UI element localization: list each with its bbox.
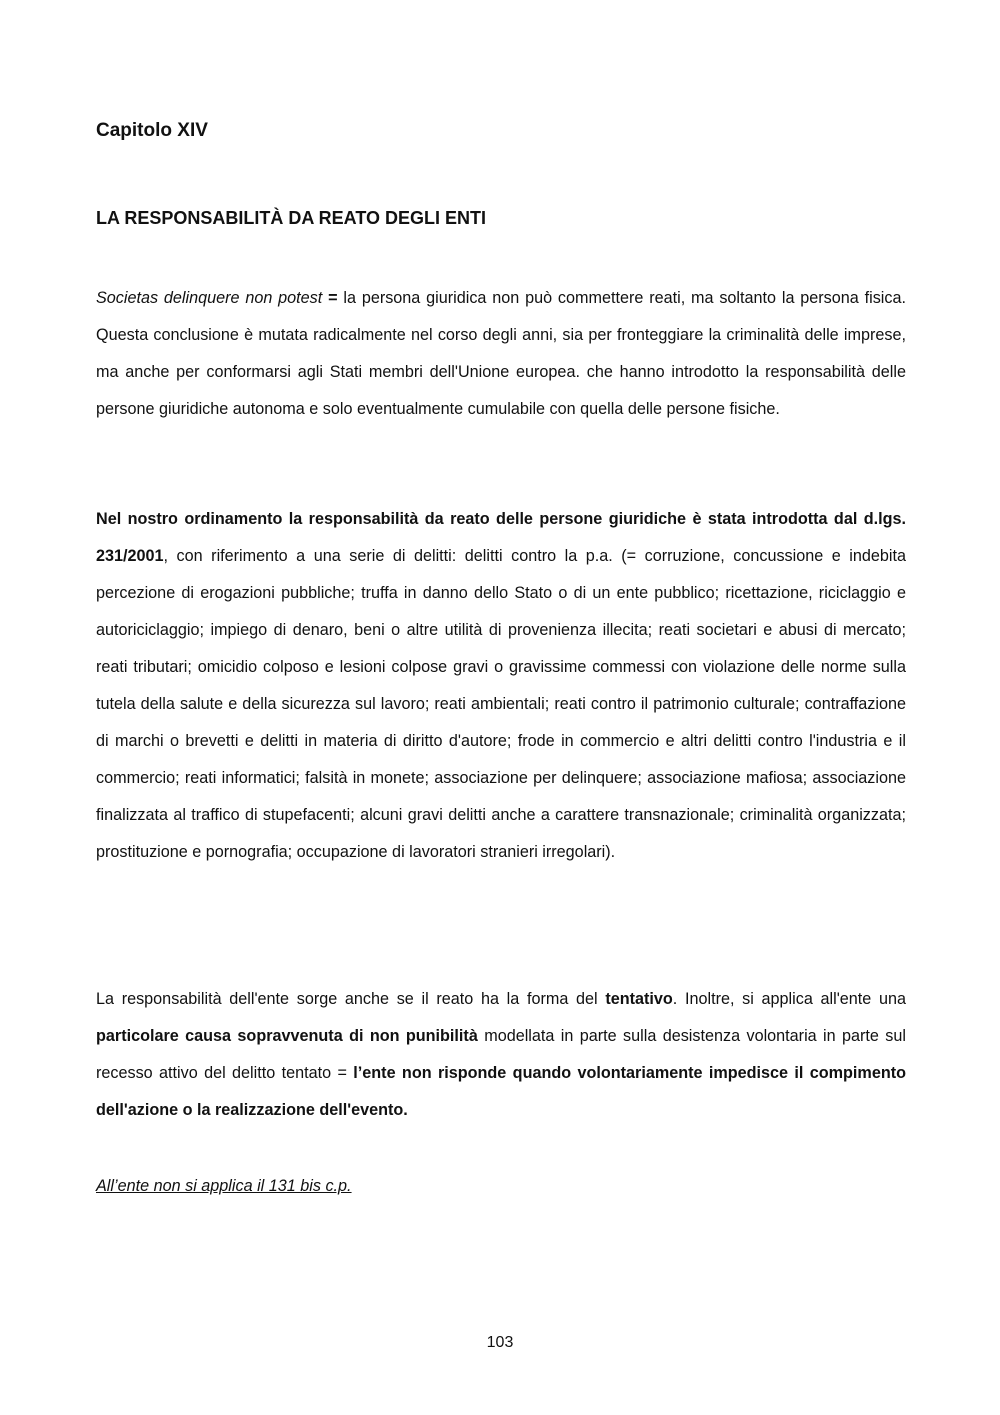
bold-lead: Nel nostro ordinamento la responsabilità da reato delle persone giuridiche è stata introdotta dal d.lgs. 231/2001 bbox=[96, 510, 906, 565]
underlined-note: All’ente non si applica il 131 bis c.p. bbox=[96, 1177, 352, 1195]
paragraph-tentativo bbox=[96, 981, 906, 1129]
bold-ente-non-risponde: l’ente non risponde quando volontariamente impedisce il compimento dell'azione o la realizzazione dell'evento. bbox=[96, 1064, 906, 1119]
bold-tentativo: tentativo bbox=[605, 990, 673, 1008]
paragraph-131-bis bbox=[96, 1168, 906, 1205]
paragraph-societas bbox=[96, 280, 906, 428]
bold-causa-non-punibilita: particolare causa sopravvenuta di non punibilità bbox=[96, 1027, 478, 1045]
paragraph-ordinamento bbox=[96, 501, 906, 871]
paragraph-text: , con riferimento a una serie di delitti: delitti contro la p.a. (= corruzione, concussione e indebita percezione di erogazioni pubbliche; truffa in danno dello Stato o di un ente pubblico; ricettazione, riciclaggio e autoriciclaggio; impiego di denaro, beni o altre utilità di provenienza illecita; reati societari e abusi di mercato; reati tributari; omicidio colposo e lesioni colpose gravi o gravissime commessi con violazione delle norme sulla tutela della salute e della sicurezza sul lavoro; reati ambientali; reati contro il patrimonio culturale; contraffazione di marchi o brevetti e delitti in materia di diritto d'autore; frode in commercio e altri delitti contro l'industria e il commercio; reati informatici; falsità in monete; associazione per delinquere; associazione mafiosa; associazione finalizzata al traffico di stupefacenti; alcuni gravi delitti anche a carattere transnazionale; criminalità organizzata; prostituzione e pornografia; occupazione di lavoratori stranieri irregolari). bbox=[96, 547, 906, 861]
paragraph-text: La responsabilità dell'ente sorge anche se il reato ha la forma del bbox=[96, 990, 606, 1008]
latin-maxim: Societas delinquere non potest bbox=[96, 289, 323, 307]
page-number: 103 bbox=[486, 1334, 514, 1351]
paragraph-text: la persona giuridica non può commettere reati, ma soltanto la persona fisica. Questa conclusione è mutata radicalmente nel corso degli anni, sia per fronteggiare la criminalità delle imprese, ma anche per conformarsi agli Stati membri dell'Unione europea. che hanno introdotto la responsabilità delle persone giuridiche autonoma e solo eventualmente cumulabile con quella delle persone fisiche. bbox=[96, 289, 906, 418]
equals-sign: = bbox=[322, 289, 344, 307]
chapter-heading: Capitolo XIV bbox=[96, 120, 208, 141]
paragraph-text: modellata in parte sulla desistenza volontaria in parte sul recesso attivo del delitto tentato = bbox=[96, 1027, 906, 1082]
paragraph-text: . Inoltre, si applica all'ente una bbox=[672, 990, 906, 1008]
section-title: LA RESPONSABILITÀ DA REATO DEGLI ENTI bbox=[96, 208, 487, 228]
